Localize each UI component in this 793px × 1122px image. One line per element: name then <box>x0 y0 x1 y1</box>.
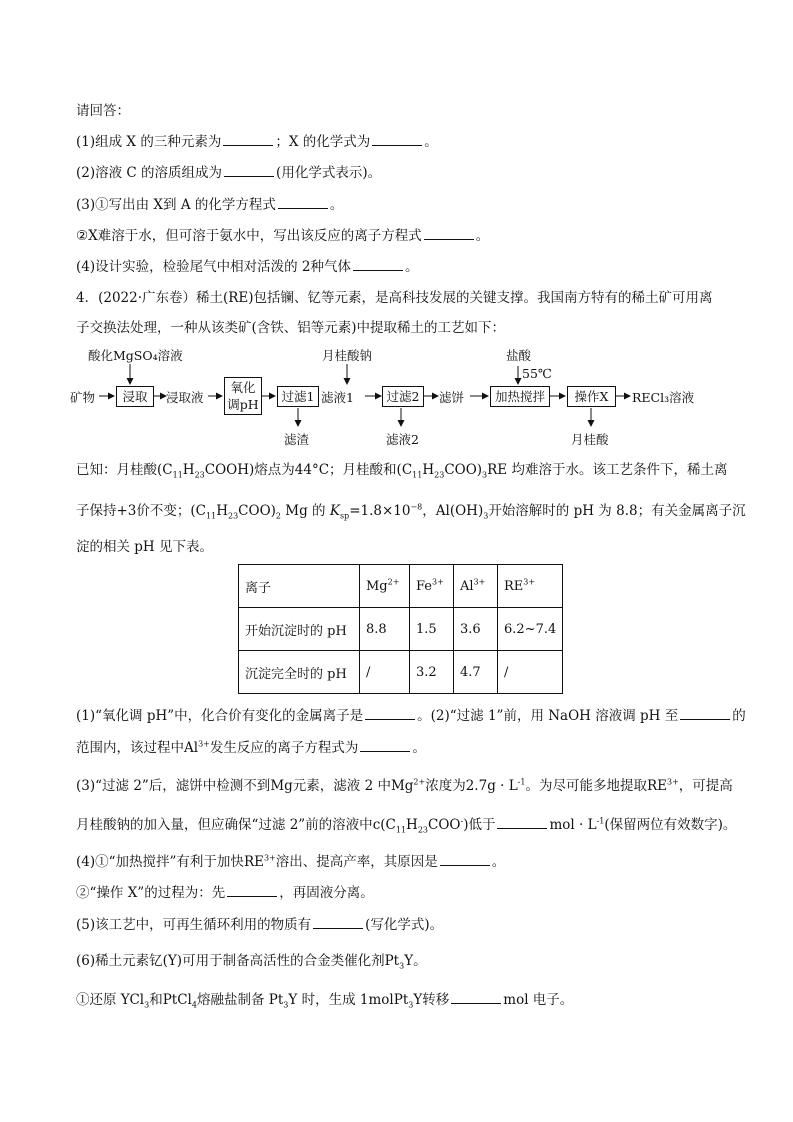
table-cell: 3.6 <box>454 608 498 651</box>
text: (5)该工艺中，可再生循环利用的物质有 <box>76 917 312 933</box>
text: Mg 的 <box>285 503 326 519</box>
table-cell: $RE^{3+}$ <box>498 565 563 608</box>
text: ②X难溶于水，但可溶于氨水中，写出该反应的离子方程式 <box>76 228 422 244</box>
step-leach: 浸取 <box>116 386 154 407</box>
text: ，Al(OH) <box>422 503 484 519</box>
table-header-row <box>239 565 563 608</box>
step-operation-x: 操作X <box>567 386 616 407</box>
answer-blank[interactable] <box>224 164 274 177</box>
text: (1)组成 X 的三种元素为 <box>76 134 222 150</box>
text: (3)“过滤 2”后，滤饼中检测不到 <box>76 778 271 794</box>
text: (3)①写出由 X到 A 的化学方程式 <box>76 197 276 213</box>
text: 。为尽可能多地提取 <box>525 778 647 794</box>
text: RE <box>504 578 524 594</box>
q3-part3b <box>76 226 489 246</box>
text: 氧化 <box>230 380 256 395</box>
text: (4)①“加热搅拌”有利于加快 <box>76 854 244 870</box>
text: 熔融盐制备 <box>196 992 265 1008</box>
answer-blank[interactable] <box>365 707 415 720</box>
lauric-acid-label: 月桂酸 <box>571 432 609 447</box>
text: 浓度为 <box>425 778 466 794</box>
q3-part4 <box>76 257 419 277</box>
ore-label: 矿物 <box>70 390 96 405</box>
answer-blank[interactable] <box>313 916 363 929</box>
q4-part5 <box>76 915 443 935</box>
answer-blank[interactable] <box>278 196 328 209</box>
answer-blank[interactable] <box>223 133 273 146</box>
table-cell: $Al^{3+}$ <box>454 565 498 608</box>
step-filter1: 过滤1 <box>277 386 319 407</box>
table-row <box>239 651 563 694</box>
reagent-mgso4: 酸化MgSO₄溶液 <box>88 348 183 363</box>
text: 4．(2022·广东卷）稀土(RE)包括镧、钇等元素，是高科技发展的关键支撑。我国南方特有的稀土矿可用离 <box>76 290 713 306</box>
text: ，再固液分离。 <box>279 885 374 901</box>
text: 子保持+3价不变； <box>76 503 191 519</box>
text: 的 <box>732 708 746 724</box>
table-cell: $Mg^{2+}$ <box>360 565 410 608</box>
text: 开始溶解时的 pH 为 8.8；有关金属离子沉 <box>488 503 746 519</box>
text: 。 <box>412 740 426 756</box>
table-cell: 开始沉淀时的 pH <box>239 608 360 651</box>
text: (2)溶液 C 的溶质组成为 <box>76 165 223 181</box>
text: 淀的相关 pH 见下表。 <box>76 539 213 555</box>
q4-part1 <box>76 706 746 726</box>
text: 。 <box>413 953 427 969</box>
table-cell: 沉淀完全时的 pH <box>239 651 360 694</box>
leachate-label: 浸取液 <box>166 390 204 405</box>
q4-part4b <box>76 883 374 903</box>
q3-part3 <box>76 195 343 215</box>
table-cell: $Fe^{3+}$ <box>410 565 454 608</box>
filtrate1-label: 滤液1 <box>321 390 354 405</box>
text: ①还原 YCl <box>76 992 145 1008</box>
table-cell: 离子 <box>239 565 360 608</box>
answer-blank[interactable] <box>451 991 501 1004</box>
text: =1.8×10 <box>349 503 411 519</box>
text: RE 均难溶于水。该工艺条件下，稀土离 <box>487 462 728 478</box>
text: 调pH <box>227 397 259 412</box>
residue-label: 滤渣 <box>284 432 310 447</box>
table-cell: 4.7 <box>454 651 498 694</box>
filtercake-label: 滤饼 <box>439 390 465 405</box>
text: mol 电子。 <box>503 992 574 1008</box>
text: 已知：月桂酸 <box>76 462 157 478</box>
text: mol · L <box>549 817 597 833</box>
text: 转移 <box>422 992 450 1008</box>
q4-intro-line2 <box>76 318 505 338</box>
answer-blank[interactable] <box>372 133 422 146</box>
text: 溶出、提高产率，其原因是 <box>275 854 438 870</box>
answer-blank[interactable] <box>353 258 403 271</box>
q4-intro-line1 <box>76 288 713 308</box>
q4-part3: (3)“过滤 2”后，滤饼中检测不到Mg元素，滤液 2 中$Mg^{2+}$浓度为$2.7g \cdot L^{-1}$。为尽可能多地提取$RE^{3+}$，可提高 <box>76 777 733 794</box>
known-line3 <box>76 537 213 557</box>
ph-table <box>238 564 563 694</box>
prompt-text: 请回答： <box>76 103 130 119</box>
text: 发生反应的离子方程式为 <box>209 740 359 756</box>
q4-part4: (4)①“加热搅拌”有利于加快$RE^{3+}$溶出、提高产率，其原因是 。 <box>76 853 506 870</box>
text: ②“操作 X”的过程为：先 <box>76 885 226 901</box>
table-cell: 3.2 <box>410 651 454 694</box>
text: ，可提高 <box>678 778 733 794</box>
text: (6)稀土元素钇(Y)可用于制备高活性的合金类催化剂 <box>76 953 385 969</box>
text: 月桂酸钠的加入量，但应确保“过滤 2”前的溶液中 <box>76 817 373 833</box>
q4-part3b: 月桂酸钠的加入量，但应确保“过滤 2”前的溶液中$c(C_{11}H_{23}COO^-)$低于 mol · $L^{-1}$(保留两位有效数字)。 <box>76 816 737 835</box>
text: 熔点为44°C；月桂酸和 <box>254 462 397 478</box>
text: 低于 <box>468 817 496 833</box>
table-cell: 8.8 <box>360 608 410 651</box>
text: 。 <box>475 228 490 244</box>
q3-part2 <box>76 163 381 183</box>
known-line2: 子保持+3价不变；$(C_{11}H_{23}COO)_2$ Mg 的 $K_{sp}=1.8\times 10^{-8}$，$Al(OH)_3$开始溶解时的 pH 为 8.8；有关金属离子沉 <box>76 502 746 521</box>
q4-part6: (6)稀土元素钇(Y)可用于制备高活性的合金类催化剂$Pt_3Y$。 <box>76 953 427 971</box>
q4-part6a: ①还原 YCl$_3$和PtCl$_4$熔融盐制备 $Pt_3Y$ 时，生成 1molPt$_3$Y转移 mol 电子。 <box>76 992 574 1010</box>
prompt-line <box>76 101 130 121</box>
text: Mg <box>366 578 388 594</box>
reagent-sodium-laurate: 月桂酸钠 <box>322 348 373 363</box>
text: 和 <box>149 992 163 1008</box>
text: 。 <box>491 854 506 870</box>
filtrate2-label: 滤液2 <box>386 432 419 447</box>
text: Al <box>460 578 474 594</box>
text: (1)“氧化调 pH”中，化合价有变化的金属离子是 <box>76 708 364 724</box>
text: 范围内，该过程中 <box>76 740 184 756</box>
text: 。(2)“过滤 1”前，用 NaOH 溶液调 pH 至 <box>417 708 679 724</box>
temperature-label: 55℃ <box>522 366 552 381</box>
text: 。 <box>424 134 438 150</box>
answer-blank[interactable] <box>227 884 277 897</box>
text: (4)设计实验，检验尾气中相对活泼的 2种气体 <box>76 259 352 275</box>
text: 。 <box>405 259 419 275</box>
process-flowchart <box>70 344 730 448</box>
product-label: RECl₃溶液 <box>632 390 695 405</box>
answer-blank[interactable] <box>497 816 547 829</box>
answer-blank[interactable] <box>680 707 730 720</box>
text: 子交换法处理，一种从该类矿(含铁、铝等元素)中提取稀土的工艺如下： <box>76 320 506 336</box>
answer-blank[interactable] <box>424 227 474 240</box>
q3-part1 <box>76 132 438 152</box>
text: (用化学式表示)。 <box>276 165 382 181</box>
table-cell: 1.5 <box>410 608 454 651</box>
text: ；X 的化学式为 <box>275 134 371 150</box>
reagent-hcl: 盐酸 <box>506 348 532 363</box>
text: Fe <box>416 578 433 594</box>
table-row <box>239 608 563 651</box>
text: 元素，滤液 2 中 <box>292 778 391 794</box>
text: (写化学式)。 <box>365 917 444 933</box>
answer-blank[interactable] <box>440 853 490 866</box>
step-oxidize-adjust-ph <box>224 377 262 415</box>
known-line1: 已知：月桂酸$(C_{11}H_{23}COOH)$熔点为44°C；月桂酸和$(C_{11}H_{23}COO)_3RE$ 均难溶于水。该工艺条件下，稀土离 <box>76 462 728 480</box>
step-filter2: 过滤2 <box>382 386 424 407</box>
q4-part2: 范围内，该过程中$Al^{3+}$发生反应的离子方程式为 。 <box>76 739 426 756</box>
text: (保留两位有效数字)。 <box>604 817 737 833</box>
table-cell: / <box>498 651 563 694</box>
table-cell: 6.2~7.4 <box>498 608 563 651</box>
text: 。 <box>329 197 344 213</box>
table-cell: / <box>360 651 410 694</box>
text: 时，生成 1mol <box>301 992 394 1008</box>
answer-blank[interactable] <box>360 739 410 752</box>
step-heat-stir: 加热搅拌 <box>490 386 550 407</box>
